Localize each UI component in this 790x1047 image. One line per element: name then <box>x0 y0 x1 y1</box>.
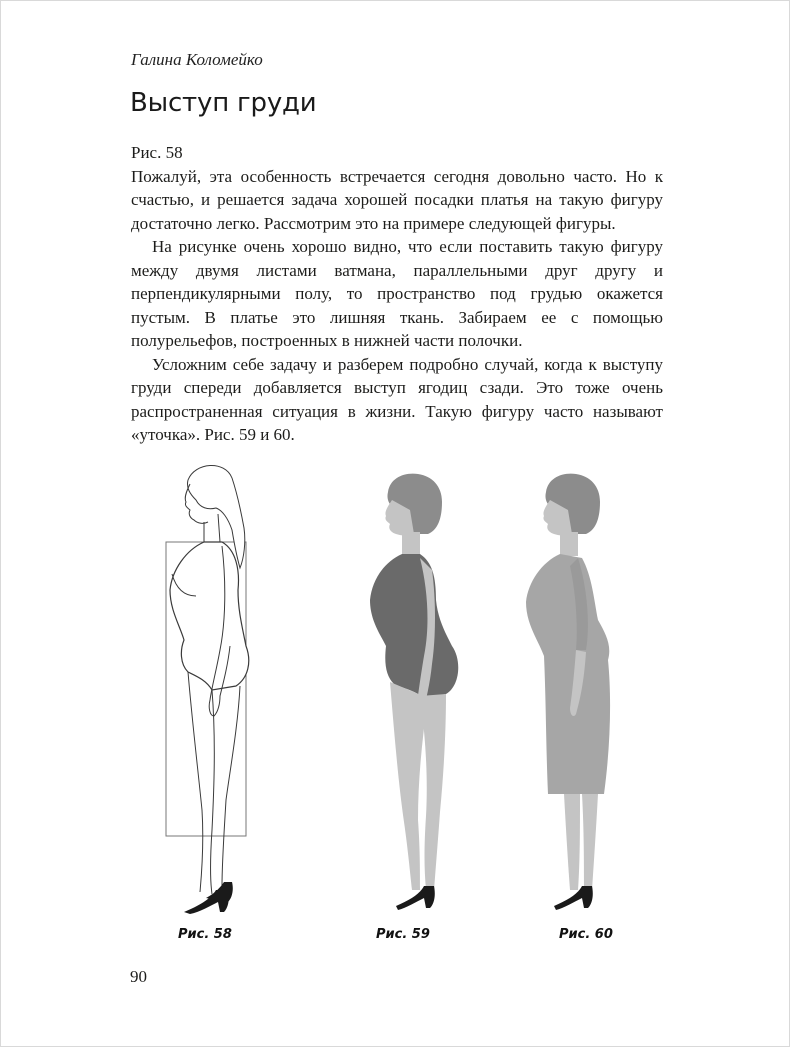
paragraph: На рисунке очень хорошо видно, что если поставить такую фигуру между двумя листами ватмана, параллельными друг другу и перпендикулярными полу, то пространство под грудью окажется пустым. В платье это лишняя ткань. Забираем ее с помощью полурельефов, построенных в нижней части полочки. <box>131 237 663 350</box>
figure-caption-59: Рис. 59 <box>376 927 430 942</box>
figure-illustrations <box>0 450 790 950</box>
figure-reference: Рис. 58 <box>131 143 183 162</box>
figure-60-illustration <box>526 474 610 910</box>
figure-caption-60: Рис. 60 <box>559 927 613 942</box>
figure-58-illustration <box>166 465 249 914</box>
paragraph: Пожалуй, эта особенность встречается сегодня довольно часто. Но к счастью, и решается задача хорошей посадки платья на такую фигуру достаточно легко. Рассмотрим это на примере следующей фигуры. <box>131 166 663 233</box>
page-number: 90 <box>130 967 147 986</box>
figure-caption-58: Рис. 58 <box>178 927 232 942</box>
running-header-author: Галина Коломейко <box>131 50 263 69</box>
figure-59-illustration <box>370 474 458 910</box>
section-title: Выступ груди <box>130 88 317 118</box>
paragraph: Усложним себе задачу и разберем подробно случай, когда к выступу груди спереди добавляется выступ ягодиц сзади. Это тоже очень распространенная ситуация в жизни. Такую фигуру часто называют «уточка». Рис. 59 и 60. <box>131 354 663 444</box>
body-text <box>131 141 663 447</box>
